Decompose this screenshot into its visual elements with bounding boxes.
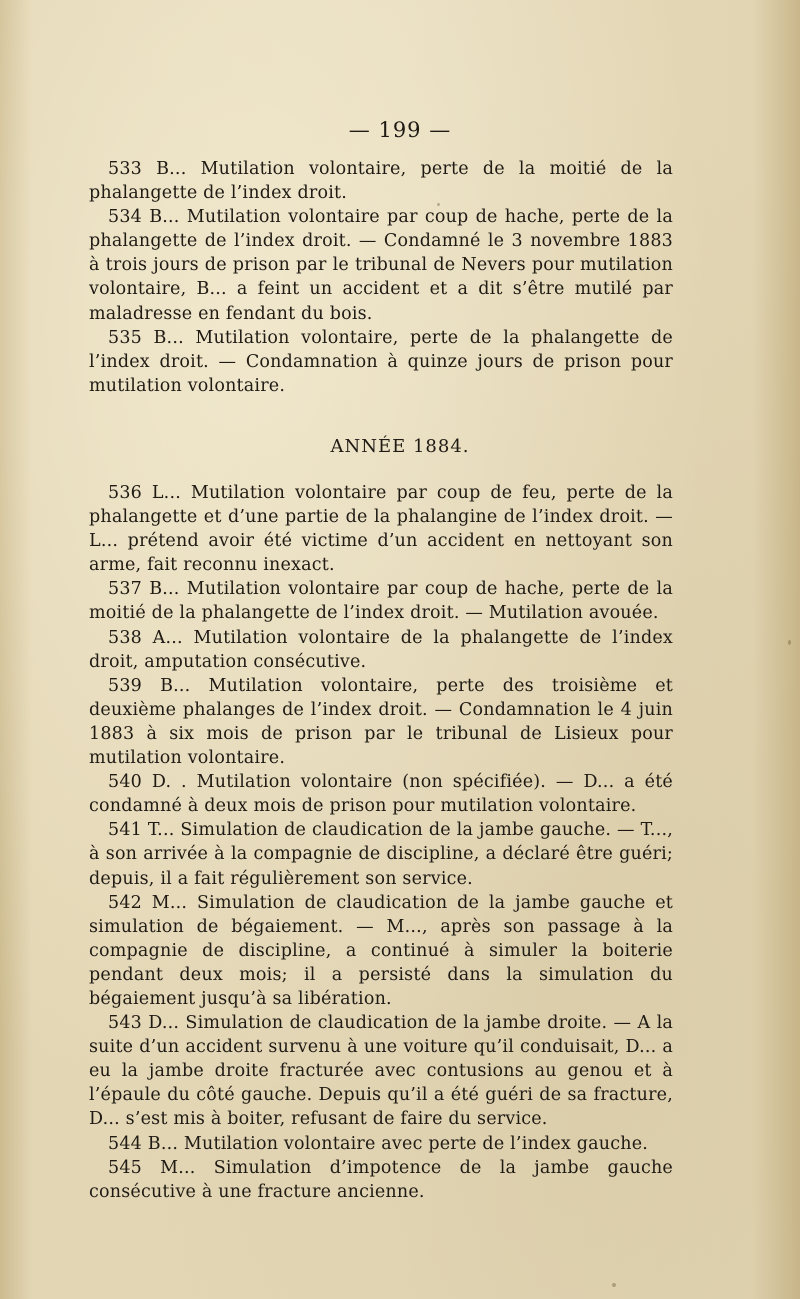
paper-speck bbox=[612, 1283, 616, 1287]
entry-543: 543 D... Simulation de claudication de la jambe droite. — A la suite d’un accident survenu à une voiture qu’il conduisait, D... a eu la jambe droite fracturée avec contusions au genou et à l’épaule du côté gauche. Depuis qu’il a été guéri de sa fracture, D... s’est mis à boiter, refusant de faire du service. bbox=[89, 1013, 673, 1130]
page-number: — 199 — bbox=[348, 118, 452, 142]
entry-545: 545 M... Simulation d’impotence de la jambe gauche consécutive à une fracture ancienne. bbox=[89, 1157, 673, 1202]
entry-534: 534 B... Mutilation volontaire par coup de hache, perte de la phalangette de l’index droit. — Condamné le 3 novembre 1883 à trois jours de prison par le tribunal de Nevers pour mutilation volontaire, B... a feint un accident et a dit s’être mutilé par maladresse en fendant du bois. bbox=[89, 207, 673, 324]
entry-536: 536 L... Mutilation volontaire par coup de feu, perte de la phalangette et d’une partie de la phalangine de l’index droit. — L... prétend avoir été victime d’un accident en nettoyant son arme, fait reconnu inexact. bbox=[89, 483, 673, 576]
entry-541: 541 T... Simulation de claudication de la jambe gauche. — T..., à son arrivée à la compagnie de discipline, a déclaré être guéri; depuis, il a fait régulièrement son service. bbox=[89, 820, 673, 889]
entries-before-1884 bbox=[89, 157, 673, 398]
paper-speck bbox=[788, 640, 791, 645]
entry-538: 538 A... Mutilation volontaire de la phalangette de l’index droit, amputation consécutive. bbox=[89, 627, 673, 672]
section-heading-annee-1884: ANNÉE 1884. bbox=[330, 436, 470, 457]
entries-1884 bbox=[89, 481, 673, 1204]
paper-speck bbox=[437, 203, 440, 206]
entry-539: 539 B... Mutilation volontaire, perte des troisième et deuxième phalanges de l’index droit. — Condamnation le 4 juin 1883 à six mois de prison par le tribunal de Lisieux pour mutilation volontaire. bbox=[89, 675, 673, 769]
entry-540: 540 D. . Mutilation volontaire (non spécifiée). — D... a été condamné à deux mois de prison pour mutilation volontaire. bbox=[89, 772, 673, 817]
entry-537: 537 B... Mutilation volontaire par coup de hache, perte de la moitié de la phalangette de l’index droit. — Mutilation avouée. bbox=[89, 579, 673, 624]
entry-542: 542 M... Simulation de claudication de la jambe gauche et simulation de bégaiement. — M..., après son passage à la compagnie de discipline, a continué à simuler la boiterie pendant deux mois; il a persisté dans la simulation du bégaiement jusqu’à sa libération. bbox=[89, 892, 673, 1009]
entry-544: 544 B... Mutilation volontaire avec perte de l’index gauche. bbox=[108, 1133, 649, 1154]
entry-535: 535 B... Mutilation volontaire, perte de la phalangette de l’index droit. — Condamnation à quinze jours de prison pour mutilation volontaire. bbox=[89, 327, 673, 396]
entry-533: 533 B... Mutilation volontaire, perte de la moitié de la phalangette de l’index droit. bbox=[89, 159, 673, 204]
